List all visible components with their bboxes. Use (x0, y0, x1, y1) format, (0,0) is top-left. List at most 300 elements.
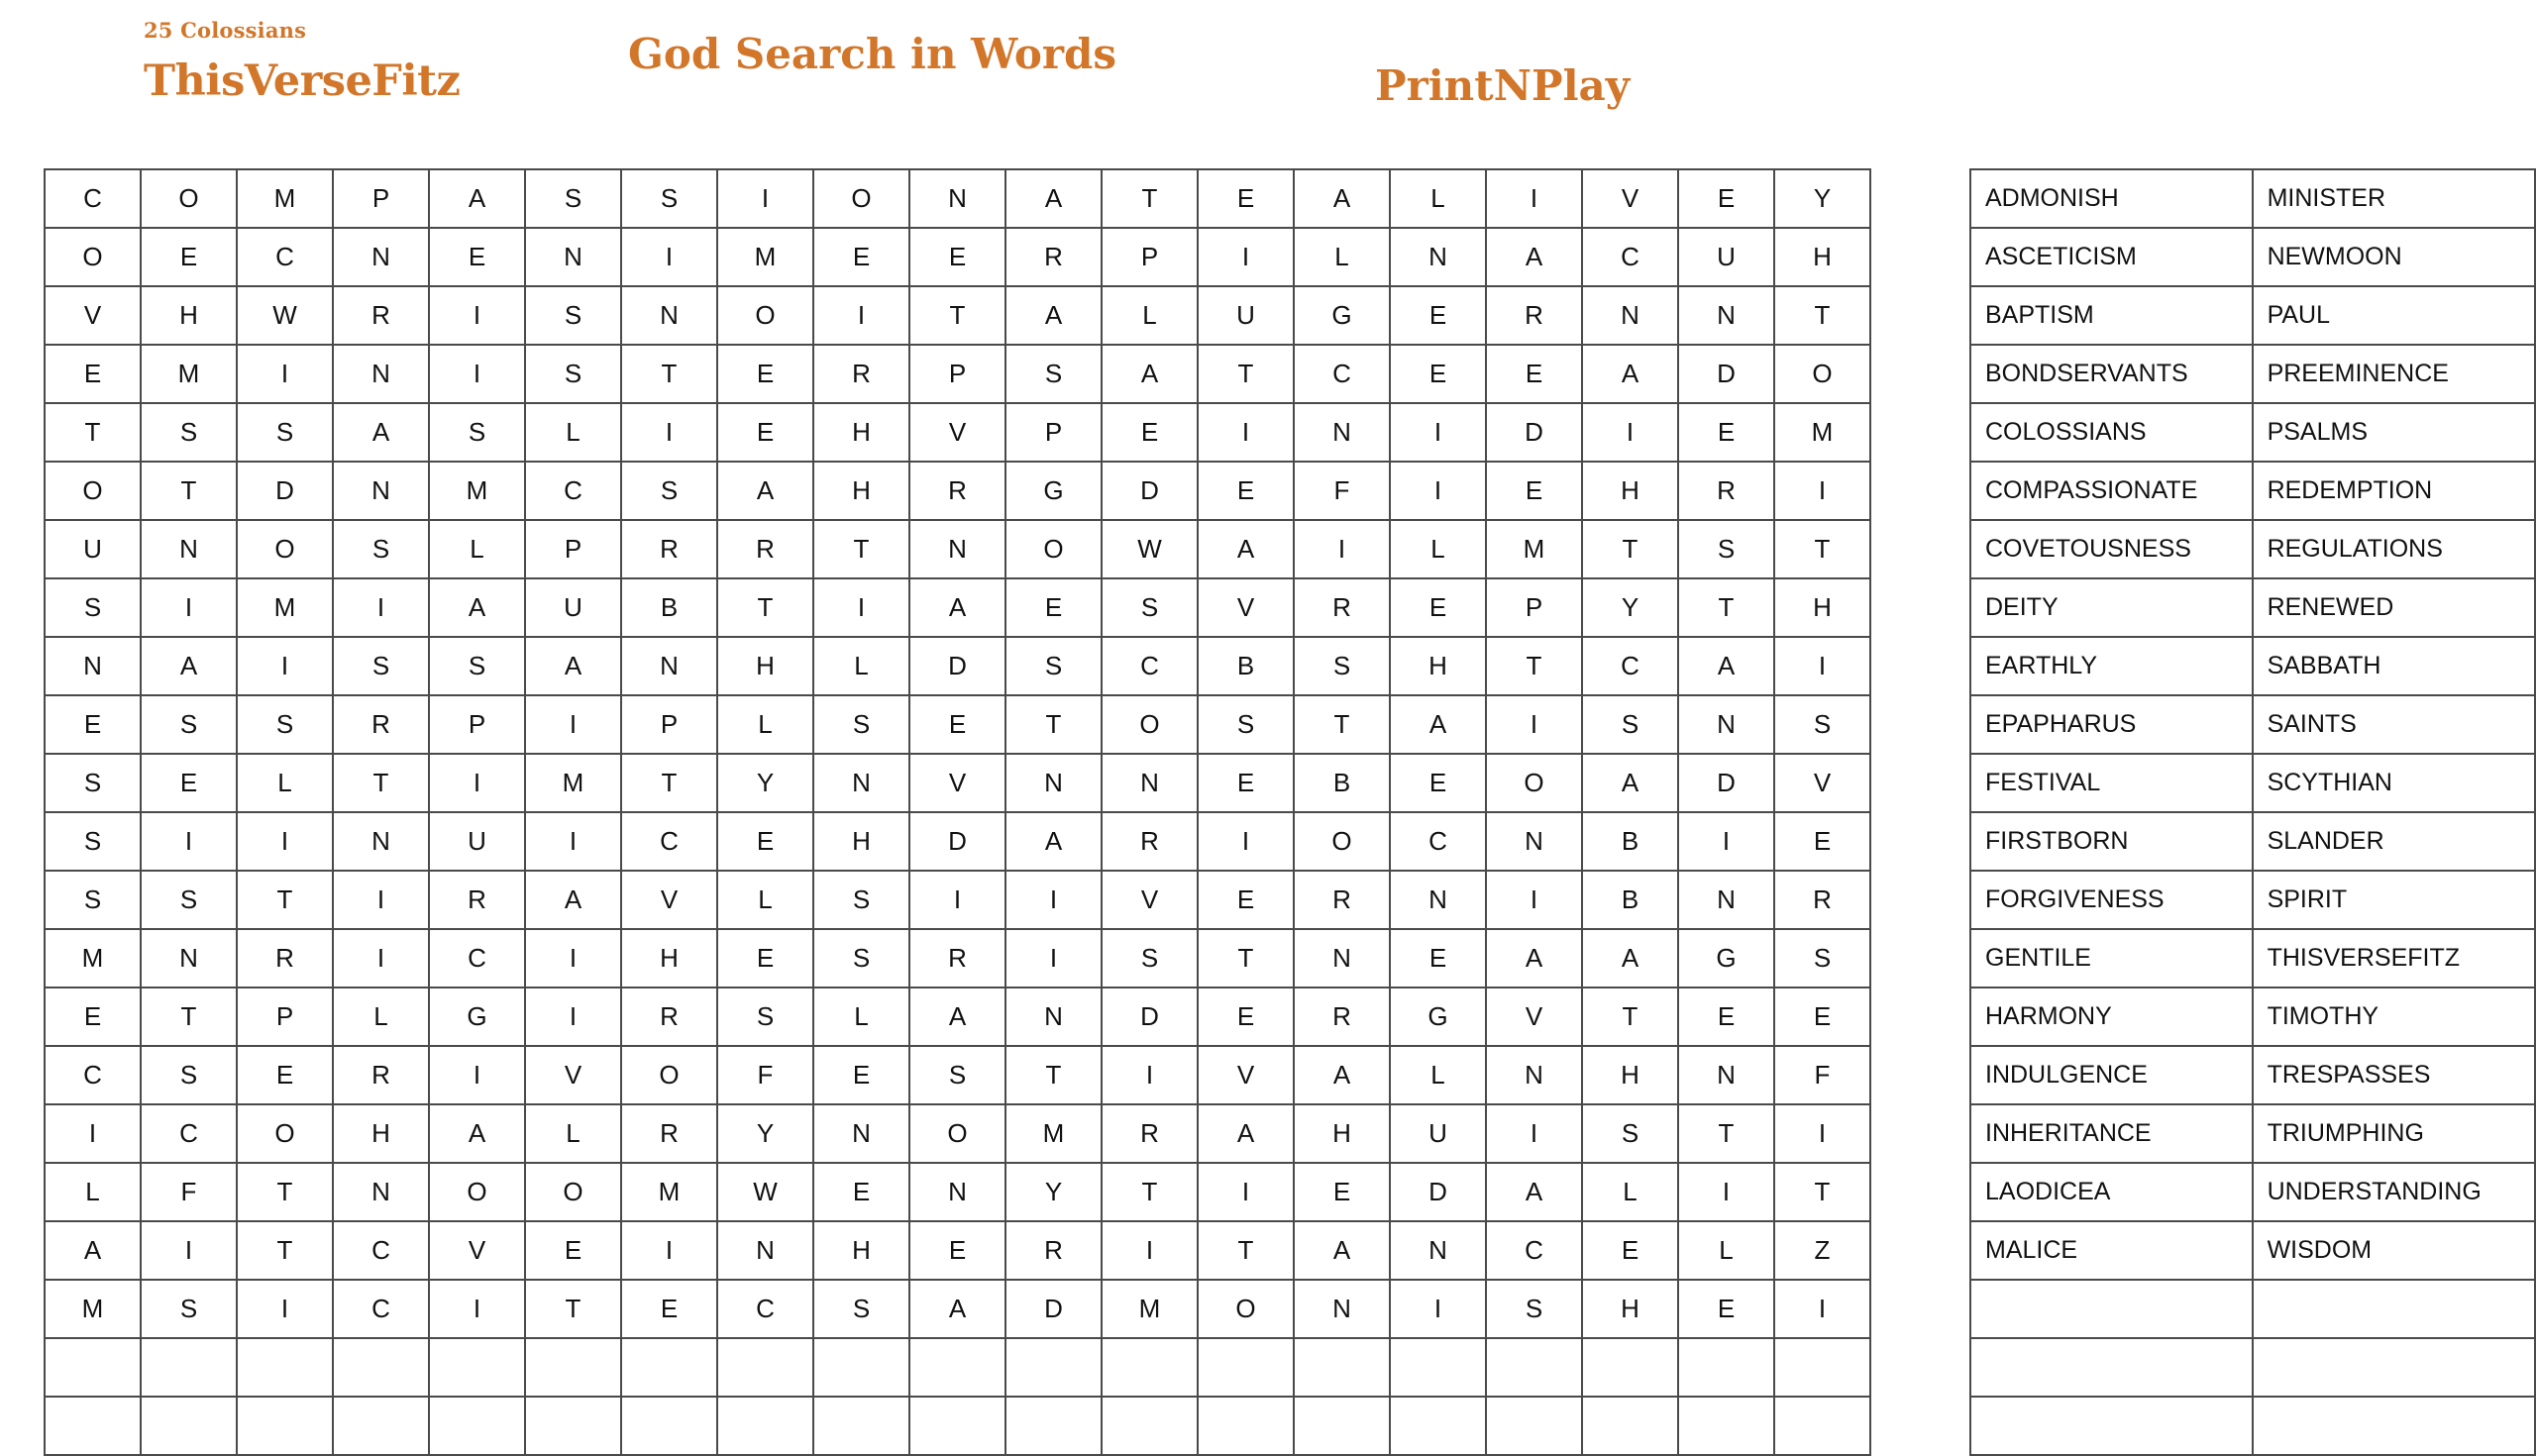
grid-cell[interactable]: L (1102, 286, 1198, 345)
grid-cell[interactable]: R (1486, 286, 1582, 345)
grid-cell[interactable]: T (717, 578, 813, 637)
grid-cell[interactable]: A (1294, 1221, 1390, 1280)
grid-cell[interactable]: I (141, 1221, 237, 1280)
grid-cell[interactable]: T (1774, 1163, 1870, 1221)
grid-cell[interactable] (333, 1338, 429, 1397)
grid-cell[interactable]: I (621, 403, 717, 462)
word-list-item[interactable]: PSALMS (2253, 403, 2535, 462)
grid-cell[interactable]: N (333, 345, 429, 403)
grid-cell[interactable]: I (1102, 1221, 1198, 1280)
grid-cell[interactable]: C (333, 1280, 429, 1338)
grid-cell[interactable]: I (429, 754, 525, 812)
grid-cell[interactable]: A (429, 1104, 525, 1163)
word-list-item[interactable]: DEITY (1970, 578, 2253, 637)
grid-cell[interactable]: I (1294, 520, 1390, 578)
grid-cell[interactable]: O (1005, 520, 1102, 578)
grid-cell[interactable]: A (1198, 520, 1294, 578)
grid-cell[interactable]: L (717, 871, 813, 929)
grid-cell[interactable]: M (237, 578, 333, 637)
grid-cell[interactable]: A (1102, 345, 1198, 403)
grid-cell[interactable]: E (45, 345, 141, 403)
grid-cell[interactable]: N (141, 520, 237, 578)
grid-cell[interactable]: R (621, 520, 717, 578)
grid-cell[interactable]: I (1005, 929, 1102, 988)
grid-cell[interactable] (1198, 1397, 1294, 1455)
grid-cell[interactable]: O (237, 520, 333, 578)
grid-cell[interactable]: L (1582, 1163, 1678, 1221)
grid-cell[interactable]: R (717, 520, 813, 578)
grid-cell[interactable]: I (1198, 228, 1294, 286)
grid-cell[interactable]: S (1102, 578, 1198, 637)
grid-cell[interactable]: C (429, 929, 525, 988)
grid-cell[interactable]: R (333, 1046, 429, 1104)
grid-cell[interactable]: A (333, 403, 429, 462)
grid-cell[interactable]: T (1198, 1221, 1294, 1280)
word-list-item[interactable] (2253, 1280, 2535, 1338)
grid-cell[interactable] (141, 1338, 237, 1397)
grid-cell[interactable]: R (813, 345, 909, 403)
grid-cell[interactable] (141, 1397, 237, 1455)
grid-cell[interactable]: N (525, 228, 621, 286)
grid-cell[interactable]: S (141, 403, 237, 462)
grid-cell[interactable]: E (909, 228, 1005, 286)
grid-cell[interactable]: R (621, 988, 717, 1046)
grid-cell[interactable]: E (429, 228, 525, 286)
grid-cell[interactable]: N (1005, 988, 1102, 1046)
grid-cell[interactable] (333, 1397, 429, 1455)
grid-cell[interactable]: V (525, 1046, 621, 1104)
grid-cell[interactable]: N (909, 169, 1005, 228)
grid-cell[interactable] (909, 1397, 1005, 1455)
grid-cell[interactable]: C (525, 462, 621, 520)
grid-cell[interactable]: E (717, 812, 813, 871)
grid-cell[interactable]: S (813, 929, 909, 988)
grid-cell[interactable]: B (621, 578, 717, 637)
grid-cell[interactable] (237, 1338, 333, 1397)
grid-cell[interactable]: V (1198, 578, 1294, 637)
grid-cell[interactable]: E (717, 345, 813, 403)
grid-cell[interactable]: P (429, 695, 525, 754)
grid-cell[interactable]: N (1486, 812, 1582, 871)
grid-cell[interactable]: T (621, 345, 717, 403)
grid-cell[interactable]: E (141, 228, 237, 286)
grid-cell[interactable]: M (141, 345, 237, 403)
grid-cell[interactable]: E (1678, 403, 1774, 462)
grid-cell[interactable]: G (1005, 462, 1102, 520)
grid-cell[interactable]: V (909, 403, 1005, 462)
grid-cell[interactable]: C (1582, 637, 1678, 695)
word-list-item[interactable]: REDEMPTION (2253, 462, 2535, 520)
grid-cell[interactable]: S (525, 286, 621, 345)
grid-cell[interactable]: L (333, 988, 429, 1046)
grid-cell[interactable]: U (1198, 286, 1294, 345)
grid-cell[interactable]: L (1678, 1221, 1774, 1280)
grid-cell[interactable]: T (237, 1163, 333, 1221)
grid-cell[interactable]: T (141, 988, 237, 1046)
grid-cell[interactable]: H (1774, 228, 1870, 286)
grid-cell[interactable]: D (1005, 1280, 1102, 1338)
grid-cell[interactable] (237, 1397, 333, 1455)
word-list-item[interactable]: TIMOTHY (2253, 988, 2535, 1046)
grid-cell[interactable]: O (141, 169, 237, 228)
word-list-item[interactable]: ASCETICISM (1970, 228, 2253, 286)
grid-cell[interactable]: N (1678, 1046, 1774, 1104)
grid-cell[interactable] (525, 1397, 621, 1455)
grid-cell[interactable]: I (1390, 1280, 1486, 1338)
grid-cell[interactable]: P (237, 988, 333, 1046)
grid-cell[interactable]: I (429, 1046, 525, 1104)
grid-cell[interactable]: T (1102, 169, 1198, 228)
grid-cell[interactable]: T (909, 286, 1005, 345)
grid-cell[interactable]: I (1198, 1163, 1294, 1221)
grid-cell[interactable]: O (813, 169, 909, 228)
grid-cell[interactable]: C (237, 228, 333, 286)
grid-cell[interactable] (525, 1338, 621, 1397)
grid-cell[interactable]: D (909, 637, 1005, 695)
grid-cell[interactable]: R (1005, 228, 1102, 286)
grid-cell[interactable]: T (621, 754, 717, 812)
grid-cell[interactable]: A (141, 637, 237, 695)
grid-cell[interactable]: I (717, 169, 813, 228)
grid-cell[interactable]: N (333, 228, 429, 286)
grid-cell[interactable]: R (621, 1104, 717, 1163)
grid-cell[interactable]: S (1582, 695, 1678, 754)
grid-cell[interactable]: A (1486, 1163, 1582, 1221)
grid-cell[interactable]: S (1774, 695, 1870, 754)
grid-cell[interactable]: L (813, 637, 909, 695)
word-list-item[interactable]: INHERITANCE (1970, 1104, 2253, 1163)
grid-cell[interactable]: P (333, 169, 429, 228)
grid-cell[interactable]: T (1774, 520, 1870, 578)
grid-cell[interactable]: P (525, 520, 621, 578)
grid-cell[interactable]: C (333, 1221, 429, 1280)
grid-cell[interactable]: S (429, 637, 525, 695)
grid-cell[interactable]: N (1294, 929, 1390, 988)
grid-cell[interactable]: U (429, 812, 525, 871)
grid-cell[interactable]: I (813, 578, 909, 637)
grid-cell[interactable]: T (141, 462, 237, 520)
grid-cell[interactable]: N (621, 637, 717, 695)
grid-cell[interactable]: R (237, 929, 333, 988)
grid-cell[interactable]: T (1774, 286, 1870, 345)
grid-cell[interactable]: A (1005, 169, 1102, 228)
grid-cell[interactable]: R (1294, 871, 1390, 929)
grid-cell[interactable]: I (141, 812, 237, 871)
grid-cell[interactable]: R (1678, 462, 1774, 520)
grid-cell[interactable]: A (1582, 345, 1678, 403)
grid-cell[interactable]: L (525, 1104, 621, 1163)
grid-cell[interactable] (621, 1338, 717, 1397)
grid-cell[interactable]: R (1294, 578, 1390, 637)
grid-cell[interactable]: W (717, 1163, 813, 1221)
grid-cell[interactable]: E (1390, 929, 1486, 988)
grid-cell[interactable]: M (1102, 1280, 1198, 1338)
grid-cell[interactable]: A (429, 578, 525, 637)
grid-cell[interactable]: E (1390, 754, 1486, 812)
grid-cell[interactable]: N (1486, 1046, 1582, 1104)
grid-cell[interactable]: W (237, 286, 333, 345)
grid-cell[interactable]: S (333, 520, 429, 578)
grid-cell[interactable]: T (1102, 1163, 1198, 1221)
grid-cell[interactable]: Y (717, 754, 813, 812)
grid-cell[interactable]: S (45, 578, 141, 637)
grid-cell[interactable]: E (1198, 462, 1294, 520)
grid-cell[interactable]: N (141, 929, 237, 988)
grid-cell[interactable]: I (909, 871, 1005, 929)
grid-cell[interactable]: M (45, 929, 141, 988)
grid-cell[interactable]: I (1390, 462, 1486, 520)
word-list-item[interactable]: COVETOUSNESS (1970, 520, 2253, 578)
grid-cell[interactable]: R (333, 286, 429, 345)
grid-cell[interactable]: S (717, 988, 813, 1046)
grid-cell[interactable]: I (237, 812, 333, 871)
grid-cell[interactable]: A (1678, 637, 1774, 695)
grid-cell[interactable]: T (1294, 695, 1390, 754)
grid-cell[interactable] (813, 1397, 909, 1455)
grid-cell[interactable]: N (1678, 695, 1774, 754)
grid-cell[interactable]: T (1678, 1104, 1774, 1163)
grid-cell[interactable]: T (1005, 1046, 1102, 1104)
grid-cell[interactable]: I (1582, 403, 1678, 462)
grid-cell[interactable]: H (621, 929, 717, 988)
grid-cell[interactable]: L (429, 520, 525, 578)
grid-cell[interactable]: O (525, 1163, 621, 1221)
grid-cell[interactable]: O (717, 286, 813, 345)
grid-cell[interactable]: N (813, 754, 909, 812)
grid-cell[interactable]: F (1774, 1046, 1870, 1104)
grid-cell[interactable]: R (1102, 812, 1198, 871)
grid-cell[interactable]: N (1102, 754, 1198, 812)
grid-cell[interactable]: C (45, 169, 141, 228)
grid-cell[interactable]: B (1582, 812, 1678, 871)
grid-cell[interactable]: R (909, 929, 1005, 988)
grid-cell[interactable]: T (237, 871, 333, 929)
grid-cell[interactable]: W (1102, 520, 1198, 578)
grid-cell[interactable]: G (1390, 988, 1486, 1046)
grid-cell[interactable]: C (621, 812, 717, 871)
grid-cell[interactable]: I (1678, 812, 1774, 871)
word-list-item[interactable]: SPIRIT (2253, 871, 2535, 929)
grid-cell[interactable]: N (909, 1163, 1005, 1221)
grid-cell[interactable]: T (813, 520, 909, 578)
word-list-item[interactable] (2253, 1338, 2535, 1397)
grid-cell[interactable]: M (1774, 403, 1870, 462)
grid-cell[interactable]: S (45, 754, 141, 812)
grid-cell[interactable]: N (1390, 1221, 1486, 1280)
grid-cell[interactable] (909, 1338, 1005, 1397)
grid-cell[interactable]: C (1390, 812, 1486, 871)
grid-cell[interactable]: M (1486, 520, 1582, 578)
grid-cell[interactable]: S (1678, 520, 1774, 578)
grid-cell[interactable]: O (1774, 345, 1870, 403)
grid-cell[interactable]: L (813, 988, 909, 1046)
grid-cell[interactable] (1390, 1397, 1486, 1455)
grid-cell[interactable]: S (237, 695, 333, 754)
grid-cell[interactable]: C (717, 1280, 813, 1338)
grid-cell[interactable]: D (909, 812, 1005, 871)
grid-cell[interactable]: E (1774, 988, 1870, 1046)
grid-cell[interactable]: T (525, 1280, 621, 1338)
grid-cell[interactable]: E (1005, 578, 1102, 637)
word-list-item[interactable]: TRIUMPHING (2253, 1104, 2535, 1163)
grid-cell[interactable]: R (1294, 988, 1390, 1046)
grid-cell[interactable]: S (1486, 1280, 1582, 1338)
grid-cell[interactable]: N (813, 1104, 909, 1163)
grid-cell[interactable]: G (1678, 929, 1774, 988)
word-list-item[interactable]: SLANDER (2253, 812, 2535, 871)
grid-cell[interactable]: O (1198, 1280, 1294, 1338)
grid-cell[interactable] (1294, 1397, 1390, 1455)
grid-cell[interactable] (1102, 1338, 1198, 1397)
grid-cell[interactable] (1774, 1397, 1870, 1455)
grid-cell[interactable]: I (1486, 169, 1582, 228)
word-list-item[interactable]: EARTHLY (1970, 637, 2253, 695)
grid-cell[interactable]: D (1678, 754, 1774, 812)
grid-cell[interactable]: V (45, 286, 141, 345)
grid-cell[interactable]: I (1774, 637, 1870, 695)
grid-cell[interactable]: T (1005, 695, 1102, 754)
grid-cell[interactable]: M (237, 169, 333, 228)
grid-cell[interactable]: A (525, 637, 621, 695)
grid-cell[interactable]: I (1774, 1280, 1870, 1338)
grid-cell[interactable]: O (909, 1104, 1005, 1163)
grid-cell[interactable]: O (1294, 812, 1390, 871)
grid-cell[interactable]: S (1582, 1104, 1678, 1163)
grid-cell[interactable]: N (1390, 871, 1486, 929)
grid-cell[interactable] (1582, 1397, 1678, 1455)
grid-cell[interactable]: T (333, 754, 429, 812)
grid-cell[interactable]: S (1005, 637, 1102, 695)
word-list-item[interactable] (2253, 1397, 2535, 1455)
grid-cell[interactable]: A (1294, 1046, 1390, 1104)
grid-cell[interactable]: T (1678, 578, 1774, 637)
grid-cell[interactable]: I (525, 695, 621, 754)
grid-cell[interactable]: I (1390, 403, 1486, 462)
grid-cell[interactable]: E (237, 1046, 333, 1104)
grid-cell[interactable]: E (525, 1221, 621, 1280)
grid-cell[interactable] (1102, 1397, 1198, 1455)
grid-cell[interactable]: I (1486, 695, 1582, 754)
word-list-item[interactable]: TRESPASSES (2253, 1046, 2535, 1104)
grid-cell[interactable]: H (813, 1221, 909, 1280)
grid-cell[interactable]: A (909, 988, 1005, 1046)
grid-cell[interactable]: L (1390, 1046, 1486, 1104)
grid-cell[interactable]: D (1486, 403, 1582, 462)
grid-cell[interactable]: O (45, 462, 141, 520)
grid-cell[interactable]: P (1102, 228, 1198, 286)
grid-cell[interactable]: E (717, 403, 813, 462)
grid-cell[interactable]: Y (717, 1104, 813, 1163)
grid-cell[interactable]: S (813, 695, 909, 754)
grid-cell[interactable]: H (813, 812, 909, 871)
word-list-item[interactable]: COMPASSIONATE (1970, 462, 2253, 520)
grid-cell[interactable]: N (909, 520, 1005, 578)
grid-cell[interactable]: O (1102, 695, 1198, 754)
grid-cell[interactable]: S (813, 871, 909, 929)
grid-cell[interactable]: F (1294, 462, 1390, 520)
grid-cell[interactable]: H (1294, 1104, 1390, 1163)
grid-cell[interactable]: A (429, 169, 525, 228)
grid-cell[interactable]: T (1582, 520, 1678, 578)
grid-cell[interactable]: I (1774, 462, 1870, 520)
grid-cell[interactable]: E (1294, 1163, 1390, 1221)
grid-cell[interactable]: D (1102, 462, 1198, 520)
grid-cell[interactable]: E (1486, 345, 1582, 403)
grid-cell[interactable]: S (45, 871, 141, 929)
grid-cell[interactable]: L (717, 695, 813, 754)
word-list-item[interactable]: NEWMOON (2253, 228, 2535, 286)
grid-cell[interactable]: F (717, 1046, 813, 1104)
grid-cell[interactable]: D (237, 462, 333, 520)
grid-cell[interactable]: H (717, 637, 813, 695)
grid-cell[interactable]: V (621, 871, 717, 929)
grid-cell[interactable]: E (621, 1280, 717, 1338)
word-list-item[interactable]: THISVERSEFITZ (2253, 929, 2535, 988)
grid-cell[interactable]: E (1198, 988, 1294, 1046)
grid-cell[interactable] (45, 1338, 141, 1397)
grid-cell[interactable]: A (1582, 929, 1678, 988)
grid-cell[interactable]: P (1486, 578, 1582, 637)
grid-cell[interactable]: C (141, 1104, 237, 1163)
word-list-item[interactable]: INDULGENCE (1970, 1046, 2253, 1104)
grid-cell[interactable]: N (1005, 754, 1102, 812)
word-list-item[interactable]: RENEWED (2253, 578, 2535, 637)
grid-cell[interactable]: S (237, 403, 333, 462)
grid-cell[interactable]: V (1486, 988, 1582, 1046)
grid-cell[interactable]: S (813, 1280, 909, 1338)
grid-cell[interactable]: I (1198, 812, 1294, 871)
grid-cell[interactable]: I (45, 1104, 141, 1163)
grid-cell[interactable]: I (429, 286, 525, 345)
grid-cell[interactable]: G (429, 988, 525, 1046)
grid-cell[interactable]: L (45, 1163, 141, 1221)
word-list-item[interactable]: PREEMINENCE (2253, 345, 2535, 403)
grid-cell[interactable]: N (621, 286, 717, 345)
grid-cell[interactable]: S (525, 169, 621, 228)
grid-cell[interactable]: N (1678, 286, 1774, 345)
grid-cell[interactable]: E (1198, 169, 1294, 228)
grid-cell[interactable]: O (1486, 754, 1582, 812)
grid-cell[interactable]: A (909, 1280, 1005, 1338)
grid-cell[interactable]: V (1102, 871, 1198, 929)
grid-cell[interactable]: E (1486, 462, 1582, 520)
grid-cell[interactable]: C (45, 1046, 141, 1104)
grid-cell[interactable]: A (1486, 929, 1582, 988)
grid-cell[interactable]: S (333, 637, 429, 695)
grid-cell[interactable]: O (621, 1046, 717, 1104)
grid-cell[interactable]: B (1198, 637, 1294, 695)
word-list-item[interactable]: UNDERSTANDING (2253, 1163, 2535, 1221)
grid-cell[interactable]: F (141, 1163, 237, 1221)
word-list-item[interactable]: MALICE (1970, 1221, 2253, 1280)
grid-cell[interactable] (621, 1397, 717, 1455)
grid-cell[interactable]: A (1486, 228, 1582, 286)
grid-cell[interactable]: L (1390, 520, 1486, 578)
grid-cell[interactable]: I (1486, 1104, 1582, 1163)
grid-cell[interactable] (1486, 1338, 1582, 1397)
word-list-item[interactable]: GENTILE (1970, 929, 2253, 988)
grid-cell[interactable]: R (333, 695, 429, 754)
grid-cell[interactable]: L (525, 403, 621, 462)
grid-cell[interactable]: I (1774, 1104, 1870, 1163)
grid-cell[interactable]: O (237, 1104, 333, 1163)
grid-cell[interactable]: A (1005, 286, 1102, 345)
grid-cell[interactable]: P (621, 695, 717, 754)
word-list-item[interactable]: MINISTER (2253, 169, 2535, 228)
grid-cell[interactable]: N (45, 637, 141, 695)
grid-cell[interactable]: Y (1005, 1163, 1102, 1221)
grid-cell[interactable]: S (621, 169, 717, 228)
